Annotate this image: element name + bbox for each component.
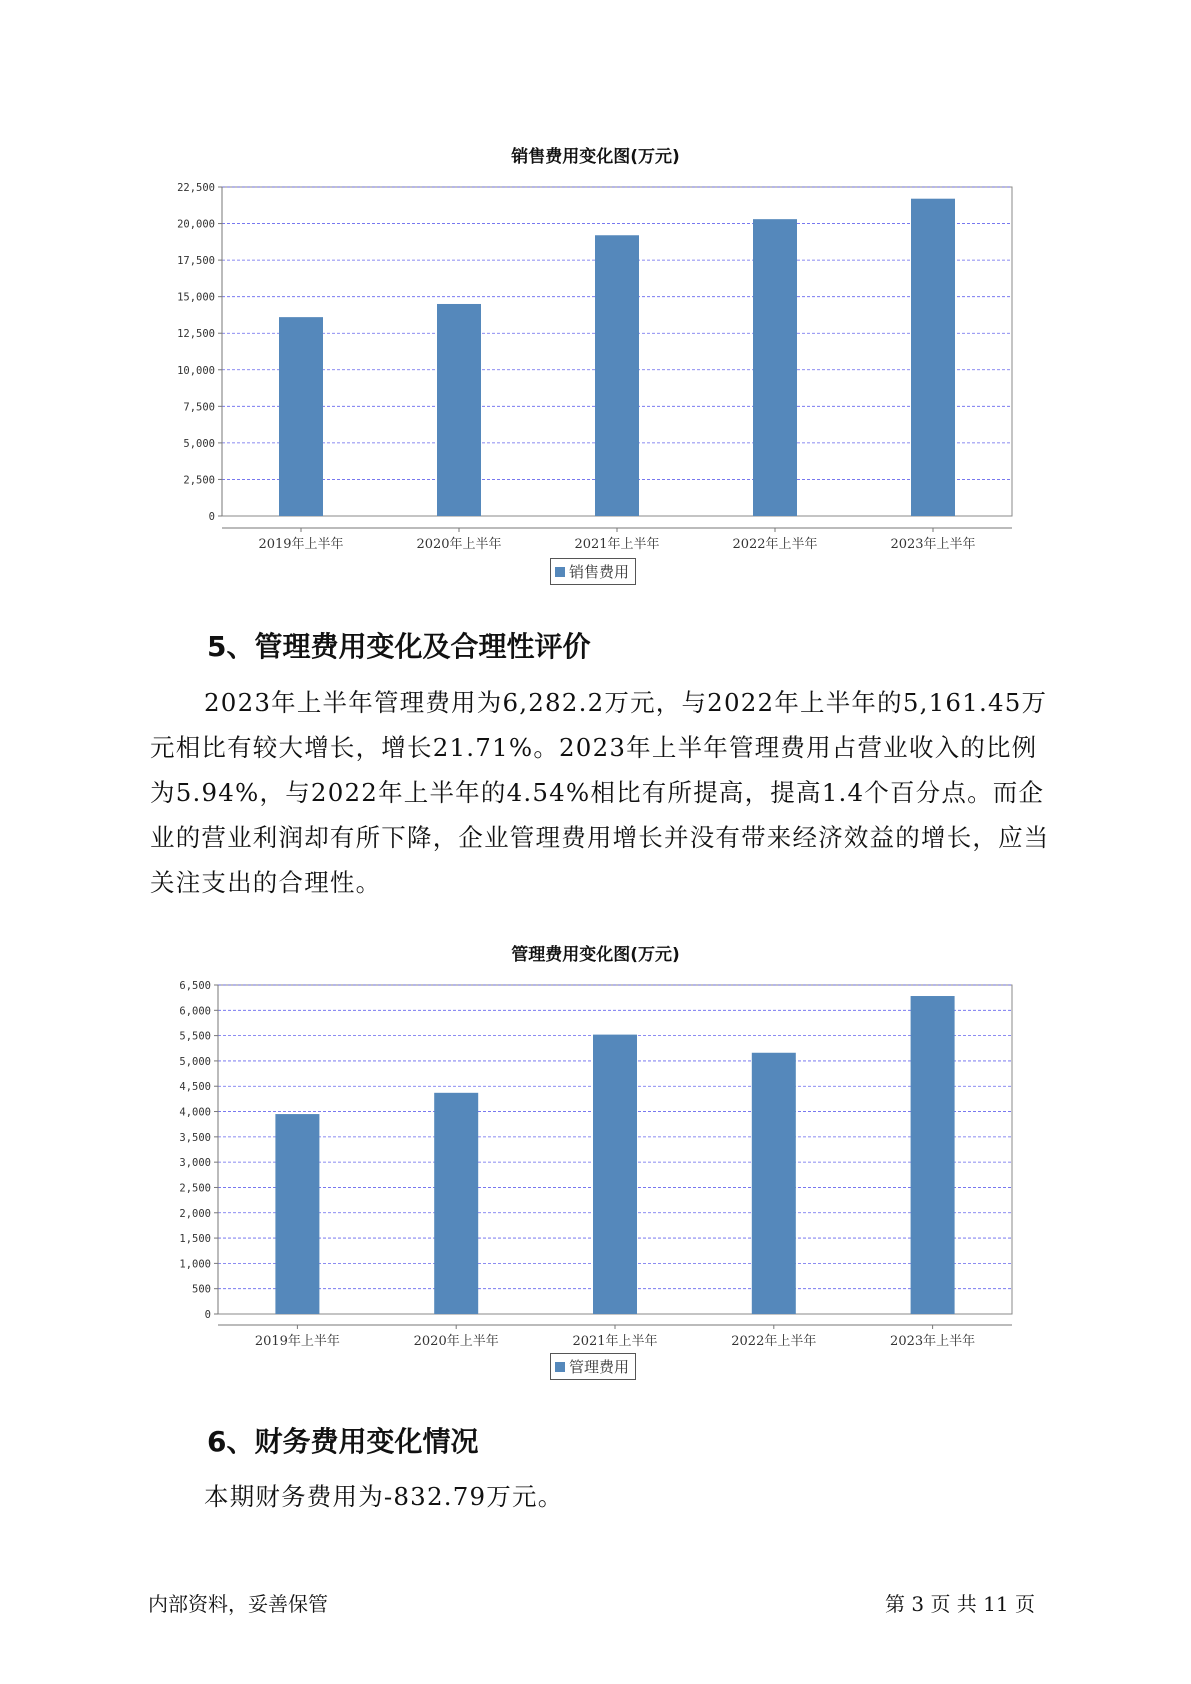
chart2-svg xyxy=(0,967,1191,1347)
chart2-y-tick-label: 5,000 xyxy=(179,1055,211,1068)
chart2-bar xyxy=(752,1053,796,1314)
chart2-y-tick-label: 4,500 xyxy=(179,1081,211,1094)
chart2-y-tick-label: 2,000 xyxy=(179,1207,211,1220)
chart1-y-tick-label: 15,000 xyxy=(177,291,215,304)
chart2-y-tick-label: 6,000 xyxy=(179,1005,211,1018)
chart1-bar xyxy=(437,304,481,516)
chart1-bar xyxy=(753,219,797,516)
chart2-y-tick-label: 0 xyxy=(204,1309,211,1321)
chart2-bar xyxy=(911,996,955,1314)
chart2-legend-swatch xyxy=(555,1362,565,1372)
chart1-y-tick-label: 12,500 xyxy=(177,328,215,341)
chart2-y-tick-label: 3,000 xyxy=(179,1157,211,1170)
chart2-y-tick-label: 1,000 xyxy=(179,1258,211,1271)
chart2-x-tick-label: 2019年上半年 xyxy=(254,1334,340,1347)
chart1-y-tick-label: 5,000 xyxy=(183,437,215,450)
chart2-y-tick-label: 2,500 xyxy=(179,1182,211,1195)
chart2-legend-label: 管理费用 xyxy=(569,1358,630,1376)
chart2-x-tick-label: 2020年上半年 xyxy=(413,1334,499,1347)
section5-heading: 5、管理费用变化及合理性评价 xyxy=(207,630,591,663)
chart1-bar xyxy=(911,199,955,516)
chart2-y-tick-label: 1,500 xyxy=(179,1233,211,1246)
section6-paragraph: 本期财务费用为-832.79万元。 xyxy=(204,1482,564,1511)
chart2-y-tick-label: 3,500 xyxy=(179,1131,211,1144)
chart2-bar xyxy=(275,1114,319,1314)
chart1-legend xyxy=(550,558,636,585)
chart1-y-tick-label: 7,500 xyxy=(183,401,215,414)
chart2-bar xyxy=(593,1035,637,1314)
chart1-x-tick-label: 2019年上半年 xyxy=(258,537,344,550)
chart1-y-tick-label: 2,500 xyxy=(183,474,215,487)
chart1-y-tick-label: 0 xyxy=(208,511,215,523)
chart2-x-tick-label: 2023年上半年 xyxy=(890,1334,976,1347)
footer-left: 内部资料，妥善保管 xyxy=(148,1592,328,1616)
chart1-x-tick-label: 2023年上半年 xyxy=(890,537,976,550)
footer-right: 第 3 页 共 11 页 xyxy=(885,1592,1035,1616)
chart1-legend-swatch xyxy=(555,567,565,577)
chart1-x-tick-label: 2021年上半年 xyxy=(574,537,660,550)
chart2-x-tick-label: 2021年上半年 xyxy=(572,1334,658,1347)
chart1-x-tick-label: 2022年上半年 xyxy=(732,537,818,550)
chart2-y-tick-label: 6,500 xyxy=(179,980,211,992)
chart2-bar xyxy=(434,1093,478,1314)
chart1-bar xyxy=(279,317,323,516)
chart1-y-tick-label: 10,000 xyxy=(177,364,215,377)
chart2-y-tick-label: 500 xyxy=(192,1283,211,1296)
chart2-title: 管理费用变化图(万元) xyxy=(511,945,680,965)
chart1-title: 销售费用变化图(万元) xyxy=(511,147,680,167)
chart1-y-tick-label: 20,000 xyxy=(177,218,215,231)
chart2-y-tick-label: 5,500 xyxy=(179,1030,211,1043)
chart1-y-tick-label: 22,500 xyxy=(177,182,215,194)
chart1-bar xyxy=(595,235,639,516)
chart1-svg xyxy=(0,170,1191,550)
chart1-y-tick-label: 17,500 xyxy=(177,255,215,268)
section6-heading: 6、财务费用变化情况 xyxy=(207,1425,479,1458)
chart1-x-tick-label: 2020年上半年 xyxy=(416,537,502,550)
chart2-x-tick-label: 2022年上半年 xyxy=(731,1334,817,1347)
chart2-legend xyxy=(550,1353,636,1380)
chart2-y-tick-label: 4,000 xyxy=(179,1106,211,1119)
chart1-legend-label: 销售费用 xyxy=(569,563,630,581)
section5-paragraph: 2023年上半年管理费用为6,282.2万元，与2022年上半年的5,161.45万元相比有较大增长，增长21.71%。2023年上半年管理费用占营业收入的比例为5.94%，与2022年上半年的4.54%相比有所提高，提高1.4个百分点。而企业的营业利润却有所下降，企业管理费用增长并没有带来经济效益的增长，应当关注支出的合理性。 xyxy=(150,688,1050,897)
